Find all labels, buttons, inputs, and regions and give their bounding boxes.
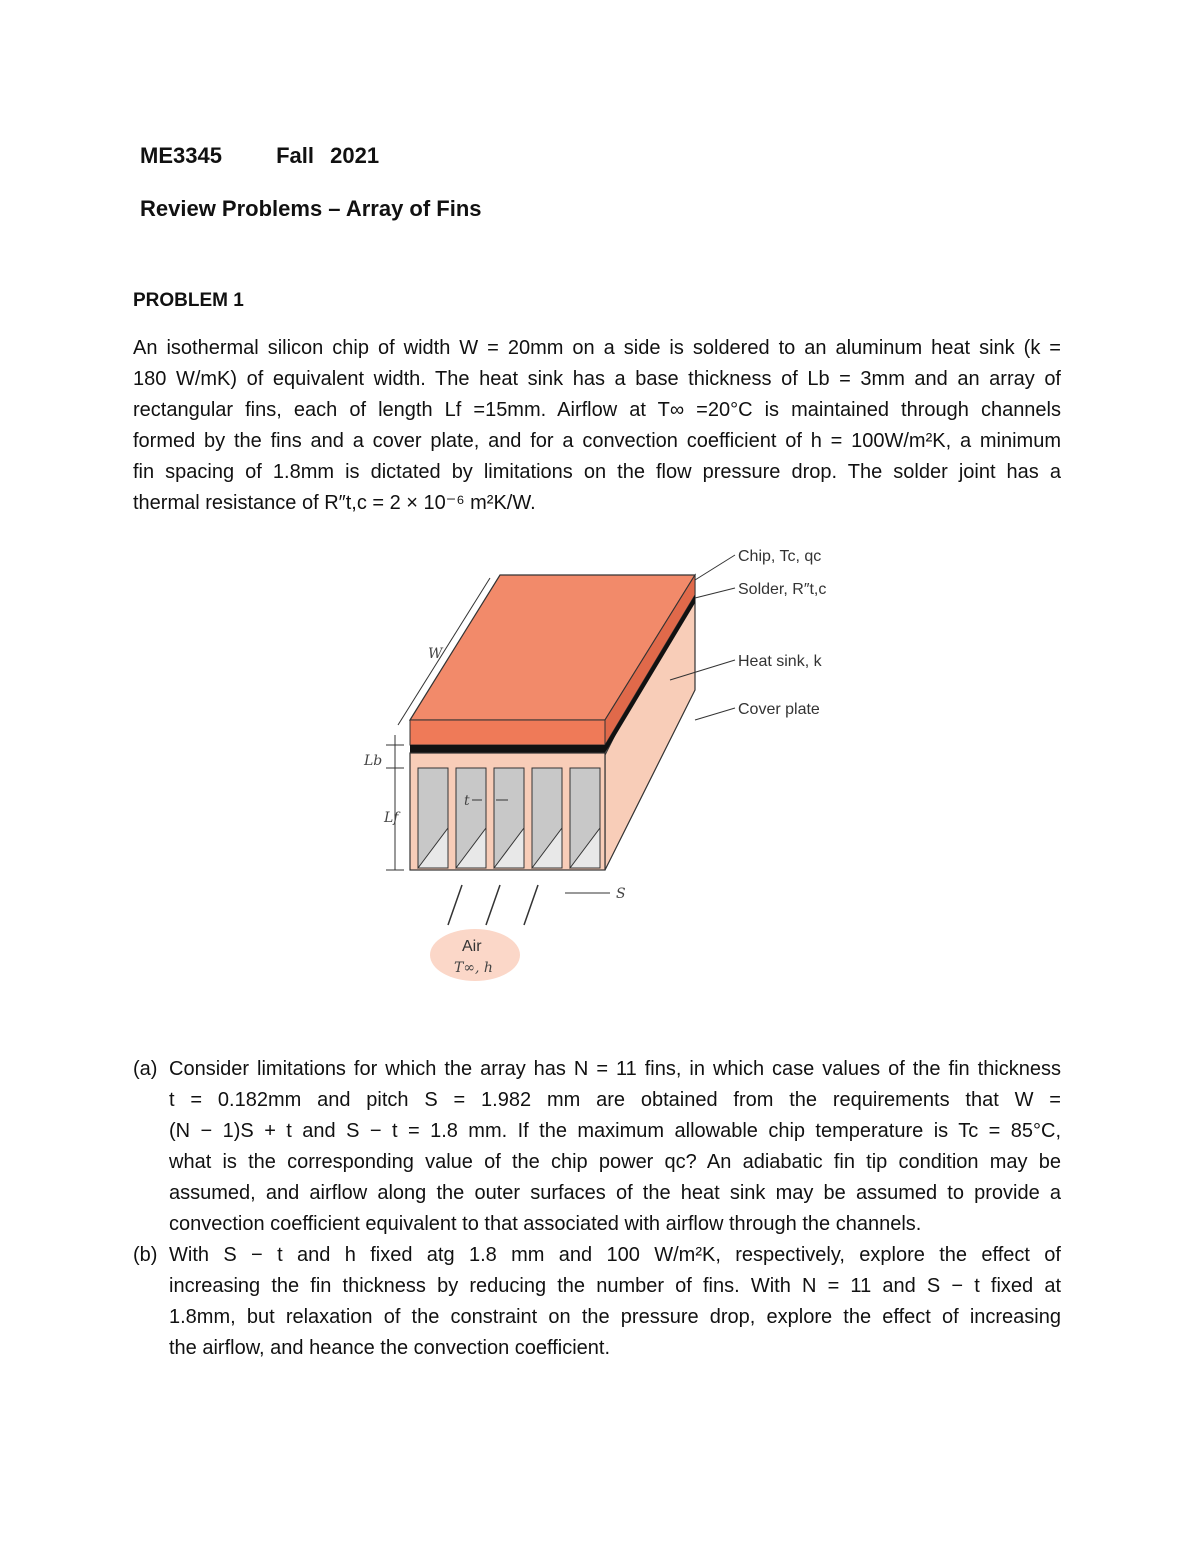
question-line: what is the corresponding value of the chip power qc? An adiabatic fin tip condition may be	[169, 1151, 1061, 1173]
w-label: W	[428, 646, 443, 662]
question-line: Consider limitations for which the array has N = 11 fins, in which case values of the fin thickness	[169, 1058, 1061, 1080]
solder-label: Solder, R″t,c	[738, 581, 827, 598]
course-code: ME3345	[140, 143, 222, 168]
chip-front-face	[410, 720, 605, 745]
air-conditions: T∞, h	[454, 960, 493, 976]
statement-line: thermal resistance of R″t,c = 2 × 10⁻⁶ m²K/W.	[133, 492, 536, 514]
question-list	[133, 1054, 1061, 1364]
chip-label: Chip, Tc, qc	[738, 548, 822, 565]
question-a	[133, 1054, 1061, 1240]
question-line: With S − t and h fixed atg 1.8 mm and 100 W/m²K, respectively, explore the effect of	[169, 1244, 1061, 1266]
question-line: 1.8mm, but relaxation of the constraint on the pressure drop, explore the effect of increasing	[169, 1306, 1061, 1328]
lf-label: Lf	[384, 810, 399, 826]
year: 2021	[330, 143, 380, 168]
document-header	[140, 143, 427, 169]
statement-line: rectangular fins, each of length Lf =15mm. Airflow at T∞ =20°C is maintained through channels	[133, 399, 1061, 421]
statement-line: fin spacing of 1.8mm is dictated by limitations on the flow pressure drop. The solder joint has a	[133, 461, 1061, 483]
question-label: (a)	[133, 1058, 158, 1080]
air-arrow	[448, 885, 462, 925]
question-label: (b)	[133, 1244, 158, 1266]
question-line: t = 0.182mm and pitch S = 1.982 mm are obtained from the requirements that W =	[169, 1089, 1061, 1111]
s-label: S	[616, 886, 626, 902]
question-line: the airflow, and heance the convection coefficient.	[169, 1337, 611, 1359]
t-label: t	[464, 793, 470, 809]
problem-title: PROBLEM 1	[133, 290, 244, 311]
heatsink-label: Heat sink, k	[738, 653, 822, 670]
fin-channels	[418, 768, 600, 868]
cover-plate-label: Cover plate	[738, 701, 820, 718]
solder-layer	[410, 745, 605, 753]
problem-statement	[133, 333, 1061, 519]
term: Fall	[276, 143, 314, 168]
statement-line: An isothermal silicon chip of width W = 20mm on a side is soldered to an aluminum heat sink (k =	[133, 337, 1061, 359]
question-b	[133, 1240, 1061, 1364]
statement-line: 180 W/mK) of equivalent width. The heat sink has a base thickness of Lb = 3mm and an array of	[133, 368, 1061, 390]
air-arrow	[524, 885, 538, 925]
statement-line: formed by the fins and a cover plate, and for a convection coefficient of h = 100W/m²K, a minimum	[133, 430, 1061, 452]
question-line: convection coefficient equivalent to that associated with airflow through the channels.	[169, 1213, 922, 1235]
question-line: (N − 1)S + t and S − t = 1.8 mm. If the maximum allowable chip temperature is Tc = 85°C,	[169, 1120, 1061, 1142]
leader-line	[695, 588, 735, 598]
heat-sink-figure	[350, 540, 870, 1000]
leader-line	[695, 555, 735, 580]
document-subtitle: Review Problems – Array of Fins	[140, 196, 482, 221]
question-line: assumed, and airflow along the outer surfaces of the heat sink may be assumed to provide a	[169, 1182, 1061, 1204]
air-arrow	[486, 885, 500, 925]
question-line: increasing the fin thickness by reducing the number of fins. With N = 11 and S − t fixed at	[169, 1275, 1061, 1297]
lb-label: Lb	[364, 753, 383, 769]
leader-line	[695, 708, 735, 720]
air-label: Air	[462, 938, 482, 955]
